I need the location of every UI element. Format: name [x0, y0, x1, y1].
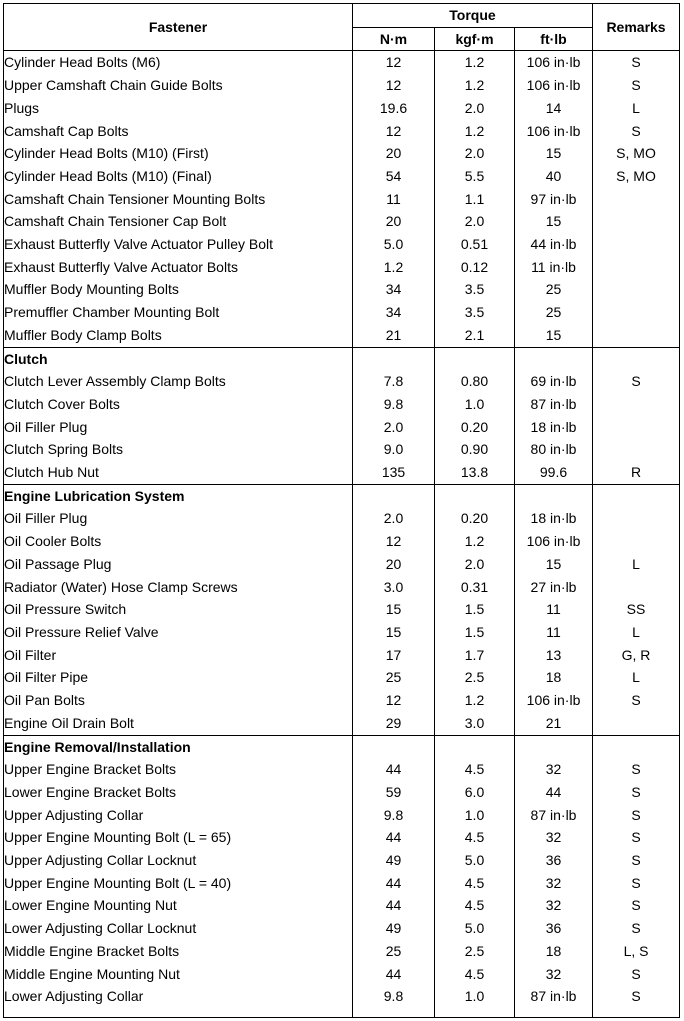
fastener-name-cell: Muffler Body Clamp Bolts	[4, 324, 353, 347]
fastener-name-cell: Oil Pressure Relief Valve	[4, 621, 353, 644]
kgfm-value-cell: 0.20	[435, 507, 515, 530]
remarks-cell	[593, 416, 680, 439]
table-row	[4, 120, 680, 143]
ftlb-value-cell: 87 in·lb	[515, 393, 593, 416]
section-header-row	[4, 347, 680, 370]
section-blank-cell	[515, 735, 593, 758]
nm-value-cell: 20	[353, 553, 435, 576]
table-row	[4, 461, 680, 484]
fastener-name-cell: Cylinder Head Bolts (M6)	[4, 51, 353, 74]
nm-value-cell: 15	[353, 621, 435, 644]
section-blank-cell	[515, 484, 593, 507]
nm-value-cell: 44	[353, 872, 435, 895]
fastener-header: Fastener	[4, 4, 353, 51]
kgfm-value-cell: 1.5	[435, 598, 515, 621]
table-row	[4, 621, 680, 644]
nm-value-cell: 2.0	[353, 507, 435, 530]
kgfm-value-cell: 2.0	[435, 142, 515, 165]
ftlb-value-cell: 27 in·lb	[515, 576, 593, 599]
section-blank-cell	[353, 347, 435, 370]
section-title: Clutch	[4, 347, 353, 370]
ftlb-value-cell: 15	[515, 324, 593, 347]
nm-value-cell: 49	[353, 917, 435, 940]
kgfm-value-cell: 2.5	[435, 666, 515, 689]
remarks-cell: S	[593, 872, 680, 895]
section-blank-cell	[435, 735, 515, 758]
nm-value-cell: 5.0	[353, 233, 435, 256]
table-row	[4, 256, 680, 279]
fastener-name-cell: Oil Filter Pipe	[4, 666, 353, 689]
kgfm-value-cell: 0.12	[435, 256, 515, 279]
kgfm-value-cell: 5.0	[435, 849, 515, 872]
table-row	[4, 689, 680, 712]
ftlb-value-cell: 97 in·lb	[515, 188, 593, 211]
kgfm-value-cell: 4.5	[435, 826, 515, 849]
kgfm-value-cell: 4.5	[435, 963, 515, 986]
table-row	[4, 233, 680, 256]
table-row	[4, 324, 680, 347]
table-row	[4, 963, 680, 986]
kgfm-value-cell: 1.2	[435, 120, 515, 143]
remarks-cell: S, MO	[593, 142, 680, 165]
spacer-cell	[4, 1008, 353, 1018]
ftlb-value-cell: 69 in·lb	[515, 370, 593, 393]
fastener-name-cell: Camshaft Chain Tensioner Cap Bolt	[4, 210, 353, 233]
section-blank-cell	[593, 484, 680, 507]
kgfm-value-cell: 1.0	[435, 393, 515, 416]
table-row	[4, 553, 680, 576]
nm-value-cell: 17	[353, 644, 435, 667]
ftlb-value-cell: 87 in·lb	[515, 804, 593, 827]
remarks-cell: S	[593, 689, 680, 712]
kgfm-value-cell: 1.0	[435, 985, 515, 1008]
fastener-name-cell: Premuffler Chamber Mounting Bolt	[4, 301, 353, 324]
nm-value-cell: 11	[353, 188, 435, 211]
remarks-cell: S	[593, 804, 680, 827]
nm-value-cell: 54	[353, 165, 435, 188]
ftlb-value-cell: 15	[515, 142, 593, 165]
fastener-name-cell: Exhaust Butterfly Valve Actuator Bolts	[4, 256, 353, 279]
nm-value-cell: 44	[353, 894, 435, 917]
remarks-cell: S	[593, 120, 680, 143]
table-row	[4, 393, 680, 416]
table-header	[4, 4, 680, 51]
table-row	[4, 301, 680, 324]
spacer-cell	[593, 1008, 680, 1018]
table-row	[4, 278, 680, 301]
remarks-cell: L	[593, 97, 680, 120]
ftlb-value-cell: 13	[515, 644, 593, 667]
nm-value-cell: 12	[353, 689, 435, 712]
remarks-cell	[593, 233, 680, 256]
table-row	[4, 507, 680, 530]
ftlb-value-cell: 99.6	[515, 461, 593, 484]
kgfm-value-cell: 1.7	[435, 644, 515, 667]
ftlb-value-cell: 18	[515, 940, 593, 963]
kgfm-value-cell: 1.2	[435, 530, 515, 553]
kgfm-value-cell: 1.2	[435, 51, 515, 74]
spacer-cell	[435, 1008, 515, 1018]
ftlb-value-cell: 11	[515, 621, 593, 644]
table-row	[4, 438, 680, 461]
table-row	[4, 530, 680, 553]
kgfm-value-cell: 3.0	[435, 712, 515, 735]
table-row	[4, 644, 680, 667]
spacer-cell	[353, 1008, 435, 1018]
nm-value-cell: 49	[353, 849, 435, 872]
nm-value-cell: 59	[353, 781, 435, 804]
nm-value-cell: 9.8	[353, 804, 435, 827]
table-row	[4, 142, 680, 165]
fastener-name-cell: Oil Pressure Switch	[4, 598, 353, 621]
kgfm-value-cell: 0.51	[435, 233, 515, 256]
ftlb-value-cell: 32	[515, 872, 593, 895]
table-row	[4, 985, 680, 1008]
remarks-cell: S	[593, 849, 680, 872]
nm-value-cell: 20	[353, 142, 435, 165]
fastener-name-cell: Oil Passage Plug	[4, 553, 353, 576]
remarks-cell: S	[593, 51, 680, 74]
section-title: Engine Lubrication System	[4, 484, 353, 507]
ftlb-value-cell: 15	[515, 553, 593, 576]
nm-value-cell: 9.0	[353, 438, 435, 461]
nm-value-cell: 21	[353, 324, 435, 347]
table-bottom-spacer	[4, 1008, 680, 1018]
nm-value-cell: 3.0	[353, 576, 435, 599]
fastener-name-cell: Middle Engine Bracket Bolts	[4, 940, 353, 963]
ftlb-value-cell: 44 in·lb	[515, 233, 593, 256]
remarks-cell	[593, 301, 680, 324]
ftlb-value-cell: 44	[515, 781, 593, 804]
table-row	[4, 188, 680, 211]
table-row	[4, 598, 680, 621]
spacer-cell	[515, 1008, 593, 1018]
torque-header: Torque	[353, 4, 593, 28]
fastener-name-cell: Upper Engine Bracket Bolts	[4, 758, 353, 781]
remarks-cell	[593, 210, 680, 233]
kgfm-value-cell: 1.2	[435, 74, 515, 97]
nm-value-cell: 135	[353, 461, 435, 484]
ftlb-value-cell: 32	[515, 894, 593, 917]
nm-value-cell: 44	[353, 826, 435, 849]
fastener-name-cell: Oil Filler Plug	[4, 416, 353, 439]
fastener-name-cell: Oil Filler Plug	[4, 507, 353, 530]
table-row	[4, 712, 680, 735]
table-row	[4, 826, 680, 849]
table-row	[4, 370, 680, 393]
table-row	[4, 74, 680, 97]
ftlb-value-cell: 106 in·lb	[515, 51, 593, 74]
remarks-cell: L	[593, 553, 680, 576]
kgfm-value-cell: 2.0	[435, 553, 515, 576]
ftlb-value-cell: 106 in·lb	[515, 120, 593, 143]
ftlb-value-cell: 106 in·lb	[515, 74, 593, 97]
remarks-cell	[593, 576, 680, 599]
fastener-name-cell: Camshaft Chain Tensioner Mounting Bolts	[4, 188, 353, 211]
ftlb-value-cell: 40	[515, 165, 593, 188]
remarks-cell	[593, 393, 680, 416]
kgfm-value-cell: 4.5	[435, 872, 515, 895]
fastener-name-cell: Lower Engine Mounting Nut	[4, 894, 353, 917]
section-blank-cell	[593, 735, 680, 758]
remarks-cell: S	[593, 74, 680, 97]
nm-value-cell: 9.8	[353, 985, 435, 1008]
ftlb-value-cell: 11 in·lb	[515, 256, 593, 279]
fastener-name-cell: Oil Filter	[4, 644, 353, 667]
kgfm-value-cell: 5.0	[435, 917, 515, 940]
remarks-cell: S	[593, 894, 680, 917]
table-row	[4, 576, 680, 599]
fastener-name-cell: Radiator (Water) Hose Clamp Screws	[4, 576, 353, 599]
remarks-cell	[593, 530, 680, 553]
fastener-name-cell: Camshaft Cap Bolts	[4, 120, 353, 143]
section-blank-cell	[435, 484, 515, 507]
fastener-name-cell: Upper Camshaft Chain Guide Bolts	[4, 74, 353, 97]
table-row	[4, 849, 680, 872]
kgfm-value-cell: 2.0	[435, 210, 515, 233]
fastener-name-cell: Lower Adjusting Collar	[4, 985, 353, 1008]
kgfm-value-cell: 4.5	[435, 758, 515, 781]
ftlb-value-cell: 18 in·lb	[515, 416, 593, 439]
remarks-cell: SS	[593, 598, 680, 621]
section-title: Engine Removal/Installation	[4, 735, 353, 758]
kgfm-value-cell: 1.2	[435, 689, 515, 712]
torque-table	[3, 3, 680, 1018]
table-row	[4, 666, 680, 689]
nm-value-cell: 9.8	[353, 393, 435, 416]
table-row	[4, 781, 680, 804]
kgfm-value-cell: 1.0	[435, 804, 515, 827]
nm-value-cell: 34	[353, 301, 435, 324]
ftlb-value-cell: 32	[515, 826, 593, 849]
fastener-name-cell: Exhaust Butterfly Valve Actuator Pulley Bolt	[4, 233, 353, 256]
fastener-name-cell: Upper Adjusting Collar	[4, 804, 353, 827]
remarks-cell: S	[593, 963, 680, 986]
nm-value-cell: 34	[353, 278, 435, 301]
kgfm-value-cell: 2.0	[435, 97, 515, 120]
remarks-cell: L, S	[593, 940, 680, 963]
ftlb-value-cell: 18	[515, 666, 593, 689]
ftlb-value-cell: 21	[515, 712, 593, 735]
nm-value-cell: 12	[353, 530, 435, 553]
section-header-row	[4, 484, 680, 507]
nm-value-cell: 15	[353, 598, 435, 621]
ftlb-value-cell: 11	[515, 598, 593, 621]
fastener-name-cell: Middle Engine Mounting Nut	[4, 963, 353, 986]
ftlb-value-cell: 14	[515, 97, 593, 120]
remarks-cell: L	[593, 621, 680, 644]
table-body	[4, 51, 680, 1018]
nm-value-cell: 19.6	[353, 97, 435, 120]
section-blank-cell	[353, 735, 435, 758]
ftlb-value-cell: 87 in·lb	[515, 985, 593, 1008]
table-row	[4, 872, 680, 895]
fastener-name-cell: Clutch Lever Assembly Clamp Bolts	[4, 370, 353, 393]
nm-value-cell: 44	[353, 963, 435, 986]
ftlb-value-cell: 106 in·lb	[515, 689, 593, 712]
fastener-name-cell: Clutch Spring Bolts	[4, 438, 353, 461]
kgfm-value-cell: 3.5	[435, 278, 515, 301]
remarks-cell	[593, 188, 680, 211]
ftlb-value-cell: 32	[515, 963, 593, 986]
table-row	[4, 940, 680, 963]
section-blank-cell	[515, 347, 593, 370]
ftlb-value-cell: 36	[515, 917, 593, 940]
fastener-name-cell: Muffler Body Mounting Bolts	[4, 278, 353, 301]
nm-header: N·m	[353, 27, 435, 51]
remarks-cell: S	[593, 826, 680, 849]
section-blank-cell	[593, 347, 680, 370]
nm-value-cell: 25	[353, 666, 435, 689]
remarks-cell	[593, 256, 680, 279]
table-row	[4, 758, 680, 781]
ftlb-value-cell: 18 in·lb	[515, 507, 593, 530]
ftlb-value-cell: 36	[515, 849, 593, 872]
ftlb-value-cell: 80 in·lb	[515, 438, 593, 461]
fastener-name-cell: Lower Engine Bracket Bolts	[4, 781, 353, 804]
nm-value-cell: 25	[353, 940, 435, 963]
kgfm-value-cell: 4.5	[435, 894, 515, 917]
table-row	[4, 97, 680, 120]
nm-value-cell: 29	[353, 712, 435, 735]
kgfm-value-cell: 6.0	[435, 781, 515, 804]
kgfm-value-cell: 13.8	[435, 461, 515, 484]
table-row	[4, 804, 680, 827]
fastener-name-cell: Upper Adjusting Collar Locknut	[4, 849, 353, 872]
kgfm-value-cell: 1.1	[435, 188, 515, 211]
section-blank-cell	[353, 484, 435, 507]
remarks-cell	[593, 507, 680, 530]
fastener-name-cell: Cylinder Head Bolts (M10) (First)	[4, 142, 353, 165]
kgfm-value-cell: 0.80	[435, 370, 515, 393]
kgfm-value-cell: 0.20	[435, 416, 515, 439]
remarks-cell: S	[593, 917, 680, 940]
remarks-cell	[593, 278, 680, 301]
ftlb-value-cell: 32	[515, 758, 593, 781]
table-row	[4, 917, 680, 940]
fastener-name-cell: Engine Oil Drain Bolt	[4, 712, 353, 735]
nm-value-cell: 12	[353, 120, 435, 143]
kgfm-value-cell: 3.5	[435, 301, 515, 324]
table-row	[4, 210, 680, 233]
kgfm-value-cell: 1.5	[435, 621, 515, 644]
kgfm-value-cell: 2.5	[435, 940, 515, 963]
remarks-cell: S	[593, 985, 680, 1008]
remarks-cell: S, MO	[593, 165, 680, 188]
nm-value-cell: 44	[353, 758, 435, 781]
table-row	[4, 416, 680, 439]
ftlb-value-cell: 106 in·lb	[515, 530, 593, 553]
ftlb-value-cell: 25	[515, 301, 593, 324]
ftlb-value-cell: 15	[515, 210, 593, 233]
table-row	[4, 165, 680, 188]
nm-value-cell: 1.2	[353, 256, 435, 279]
section-blank-cell	[435, 347, 515, 370]
fastener-name-cell: Upper Engine Mounting Bolt (L = 65)	[4, 826, 353, 849]
kgfm-value-cell: 2.1	[435, 324, 515, 347]
table-row	[4, 51, 680, 74]
nm-value-cell: 2.0	[353, 416, 435, 439]
fastener-name-cell: Oil Cooler Bolts	[4, 530, 353, 553]
remarks-cell: G, R	[593, 644, 680, 667]
kgfm-value-cell: 0.31	[435, 576, 515, 599]
nm-value-cell: 12	[353, 74, 435, 97]
remarks-cell	[593, 712, 680, 735]
fastener-name-cell: Oil Pan Bolts	[4, 689, 353, 712]
remarks-cell: L	[593, 666, 680, 689]
fastener-name-cell: Clutch Cover Bolts	[4, 393, 353, 416]
remarks-cell	[593, 324, 680, 347]
nm-value-cell: 7.8	[353, 370, 435, 393]
fastener-name-cell: Upper Engine Mounting Bolt (L = 40)	[4, 872, 353, 895]
fastener-name-cell: Lower Adjusting Collar Locknut	[4, 917, 353, 940]
kgfm-value-cell: 0.90	[435, 438, 515, 461]
table-row	[4, 894, 680, 917]
remarks-cell	[593, 438, 680, 461]
fastener-name-cell: Clutch Hub Nut	[4, 461, 353, 484]
fastener-name-cell: Plugs	[4, 97, 353, 120]
kgfm-header: kgf·m	[435, 27, 515, 51]
kgfm-value-cell: 5.5	[435, 165, 515, 188]
nm-value-cell: 12	[353, 51, 435, 74]
fastener-name-cell: Cylinder Head Bolts (M10) (Final)	[4, 165, 353, 188]
remarks-cell: S	[593, 370, 680, 393]
remarks-cell: S	[593, 781, 680, 804]
ftlb-header: ft·lb	[515, 27, 593, 51]
nm-value-cell: 20	[353, 210, 435, 233]
remarks-cell: R	[593, 461, 680, 484]
ftlb-value-cell: 25	[515, 278, 593, 301]
remarks-header: Remarks	[593, 4, 680, 51]
section-header-row	[4, 735, 680, 758]
remarks-cell: S	[593, 758, 680, 781]
